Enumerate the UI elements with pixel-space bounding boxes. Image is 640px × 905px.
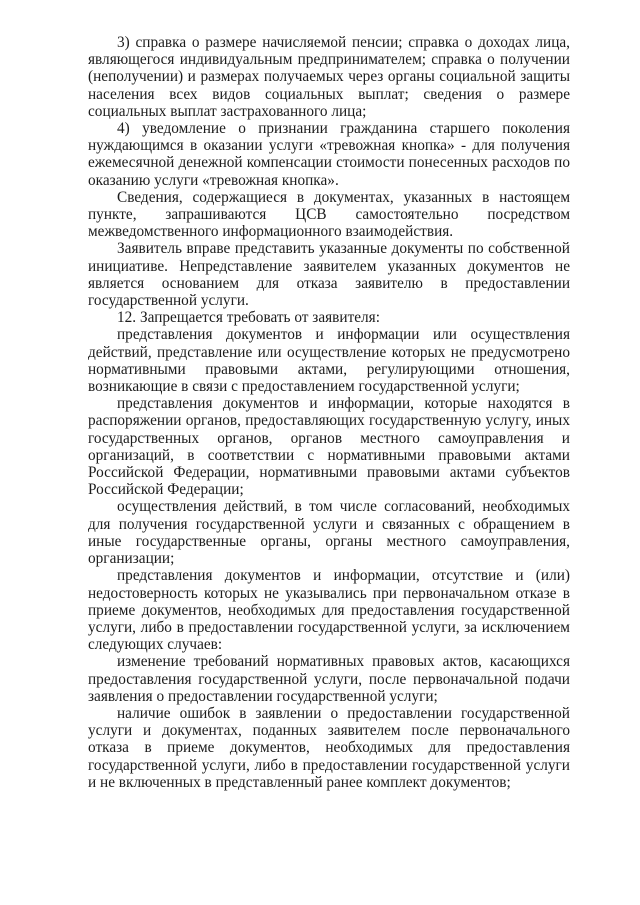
paragraph-section-12-heading: 12. Запрещается требовать от заявителя: — [117, 309, 380, 327]
paragraph-applicant-right: Заявитель вправе представить указанные документы по собственной инициативе. Непредставление заявителем указанных документов не является основанием для отказа заявителю в предоставлении государственной услуги. — [88, 240, 570, 310]
paragraph-prohibition-3: осуществления действий, в том числе согласований, необходимых для получения государственной услуги и связанных с обращением в иные государственные органы, органы местного самоуправления, организации; — [88, 498, 570, 568]
paragraph-item-4: 4) уведомление о признании гражданина старшего поколения нуждающимся в оказании услуги «тревожная кнопка» - для получения ежемесячной денежной компенсации стоимости понесенных расходов по оказанию услуги «тревожная кнопка». — [88, 120, 570, 189]
paragraph-prohibition-4: представления документов и информации, отсутствие и (или) недостоверность которых не указывались при первоначальном отказе в приеме документов, необходимых для предоставления государственной услуги, либо в предоставлении государственной услуги, за исключением следующих случаев: — [88, 567, 570, 654]
paragraph-exception-2: наличие ошибок в заявлении о предоставлении государственной услуги и документах, поданных заявителем после первоначального отказа в приеме документов, необходимых для предоставления государственной услуги, либо в предоставлении государственной услуги и не включенных в представленный ранее комплект документов; — [88, 704, 570, 791]
paragraph-prohibition-1: представления документов и информации или осуществления действий, представление или осуществление которых не предусмотрено нормативными правовыми актами, регулирующими отношения, возникающие в связи с предоставлением государственной услуги; — [88, 326, 570, 396]
paragraph-prohibition-2: представления документов и информации, которые находятся в распоряжении органов, предоставляющих государственную услугу, иных государственных органов, органов местного самоуправления и организаций, в соответствии с нормативными правовыми актами Российской Федерации, нормативными правовыми актами субъектов Российской Федерации; — [88, 395, 570, 499]
paragraph-exception-1: изменение требований нормативных правовых актов, касающихся предоставления государственной услуги, после первоначальной подачи заявления о предоставлении государственной услуги; — [88, 653, 570, 705]
paragraph-item-3: 3) справка о размере начисляемой пенсии; справка о доходах лица, являющегося индивидуальным предпринимателем; справка о получении (неполучении) и размерах получаемых через органы социальной защиты населения всех видов социальных выплат; сведения о размере социальных выплат застрахованного лица; — [88, 34, 570, 120]
paragraph-info-request: Сведения, содержащиеся в документах, указанных в настоящем пункте, запрашиваются ЦСВ самостоятельно посредством межведомственного информационного взаимодействия. — [88, 188, 570, 241]
